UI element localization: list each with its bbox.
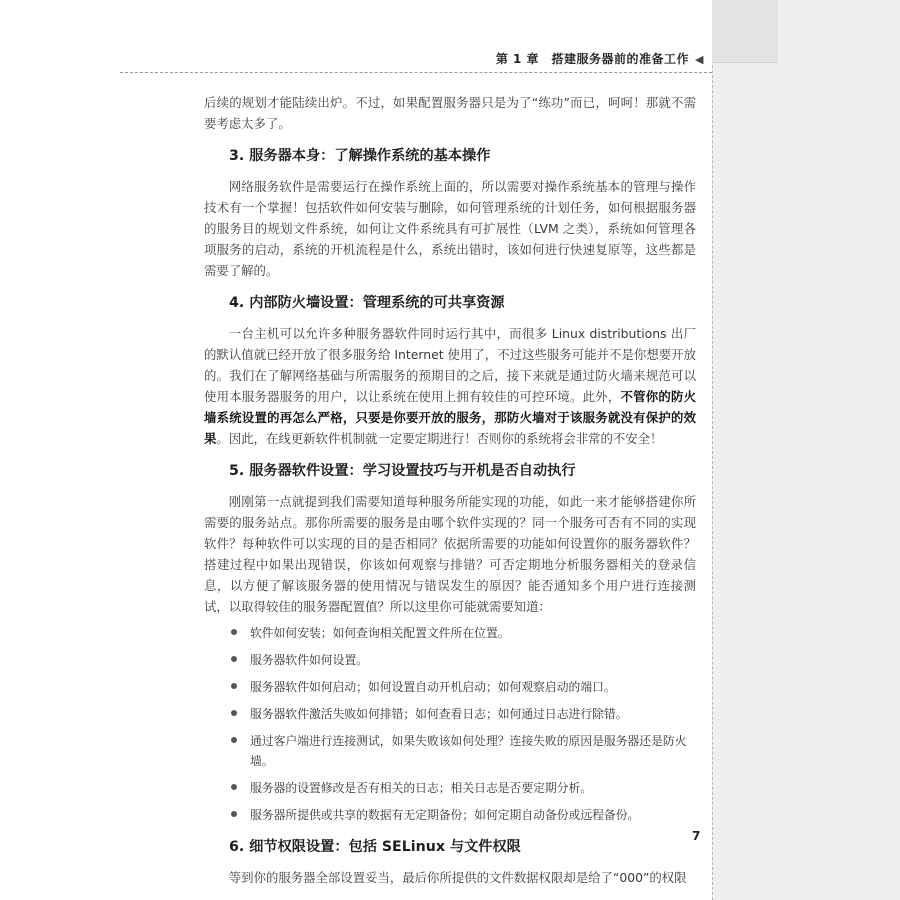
list-item: 通过客户端进行连接测试，如果失败该如何处理？连接失败的原因是服务器还是防火墙。 bbox=[204, 731, 696, 771]
section-4-text-pre: 一台主机可以允许多种服务器软件同时运行其中，而很多 Linux distributions 出厂的默认值就已经开放了很多服务给 Internet 使用了，不过这些服务可能并不是你想要开放的。我们在了解网络基础与所需服务的预期目的之后，接下来就是通过防火墙来规范可以使用本服务器服务的用户，以让系统在使用上拥有较佳的可控环境。此外， bbox=[204, 326, 696, 404]
chapter-tab bbox=[712, 0, 778, 63]
running-header bbox=[496, 50, 704, 67]
intro-paragraph: 后续的规划才能陆续出炉。不过，如果配置服务器只是为了“练功”而已，呵呵！那就不需要考虑太多了。 bbox=[204, 95, 696, 131]
section-4-bold-text: 不管你的防火墙系统设置的再怎么严格，只要是你要开放的服务，那防火墙对于该服务就没有保护的效果 bbox=[204, 389, 697, 446]
list-item: 服务器软件如何设置。 bbox=[204, 650, 696, 670]
side-margin-dashed-line bbox=[712, 0, 713, 900]
page-body bbox=[204, 92, 696, 888]
section-5-paragraph: 刚刚第一点就提到我们需要知道每种服务所能实现的功能，如此一来才能够搭建你所需要的服务站点。那你所需要的服务是由哪个软件实现的？同一个服务可否有不同的实现软件？每种软件可以实现的目的是否相同？依据所需要的功能如何设置你的服务器软件？搭建过程中如果出现错误，你该如何观察与排错？可否定期地分析服务器相关的登录信息，以方便了解该服务器的使用情况与错误发生的原因？能否通知多个用户进行连接测试，以取得较佳的服务器配置值？所以这里你可能就需要知道： bbox=[204, 494, 696, 614]
list-item: 服务器软件激活失败如何排错；如何查看日志；如何通过日志进行除错。 bbox=[204, 704, 696, 724]
page-side-margin bbox=[712, 0, 900, 900]
bullet-dot-icon bbox=[231, 629, 237, 635]
page-number: 7 bbox=[692, 829, 701, 843]
bullet-dot-icon bbox=[231, 811, 237, 817]
section-4-heading: 4. 内部防火墙设置：管理系统的可共享资源 bbox=[229, 295, 505, 311]
bullet-dot-icon bbox=[231, 737, 237, 743]
triangle-left-icon: ◀ bbox=[695, 53, 704, 66]
header-dashed-rule bbox=[120, 72, 712, 73]
bullet-dot-icon bbox=[231, 784, 237, 790]
section-4-text-post: 。因此，在线更新软件机制就一定要定期进行！否则你的系统将会非常的不安全！ bbox=[216, 431, 663, 446]
section-3-heading: 3. 服务器本身：了解操作系统的基本操作 bbox=[229, 148, 491, 164]
list-item: 服务器软件如何启动；如何设置自动开机启动；如何观察启动的端口。 bbox=[204, 677, 696, 697]
list-item: 服务器所提供或共享的数据有无定期备份；如何定期自动备份或远程备份。 bbox=[204, 805, 696, 825]
section-5-heading: 5. 服务器软件设置：学习设置技巧与开机是否自动执行 bbox=[229, 463, 576, 479]
bullet-dot-icon bbox=[231, 656, 237, 662]
section-3-paragraph: 网络服务软件是需要运行在操作系统上面的，所以需要对操作系统基本的管理与操作技术有一个掌握！包括软件如何安装与删除，如何管理系统的计划任务，如何根据服务器的服务目的规划文件系统，如何让文件系统具有可扩展性（LVM 之类），系统如何管理各项服务的启动，系统的开机流程是什么，系统出错时，该如何进行快速复原等，这些都是需要了解的。 bbox=[204, 179, 696, 278]
bullet-list bbox=[204, 623, 696, 825]
bullet-dot-icon bbox=[231, 683, 237, 689]
list-item: 软件如何安装；如何查询相关配置文件所在位置。 bbox=[204, 623, 696, 643]
section-6-paragraph: 等到你的服务器全部设置妥当，最后你所提供的文件数据权限却是给了“000”的权限 bbox=[228, 870, 687, 885]
bullet-dot-icon bbox=[231, 710, 237, 716]
list-item: 服务器的设置修改是否有相关的日志；相关日志是否要定期分析。 bbox=[204, 778, 696, 798]
chapter-title: 第 1 章 搭建服务器前的准备工作 bbox=[495, 52, 690, 66]
section-6-heading: 6. 细节权限设置：包括 SELinux 与文件权限 bbox=[229, 839, 521, 855]
section-4-paragraph bbox=[204, 323, 696, 449]
